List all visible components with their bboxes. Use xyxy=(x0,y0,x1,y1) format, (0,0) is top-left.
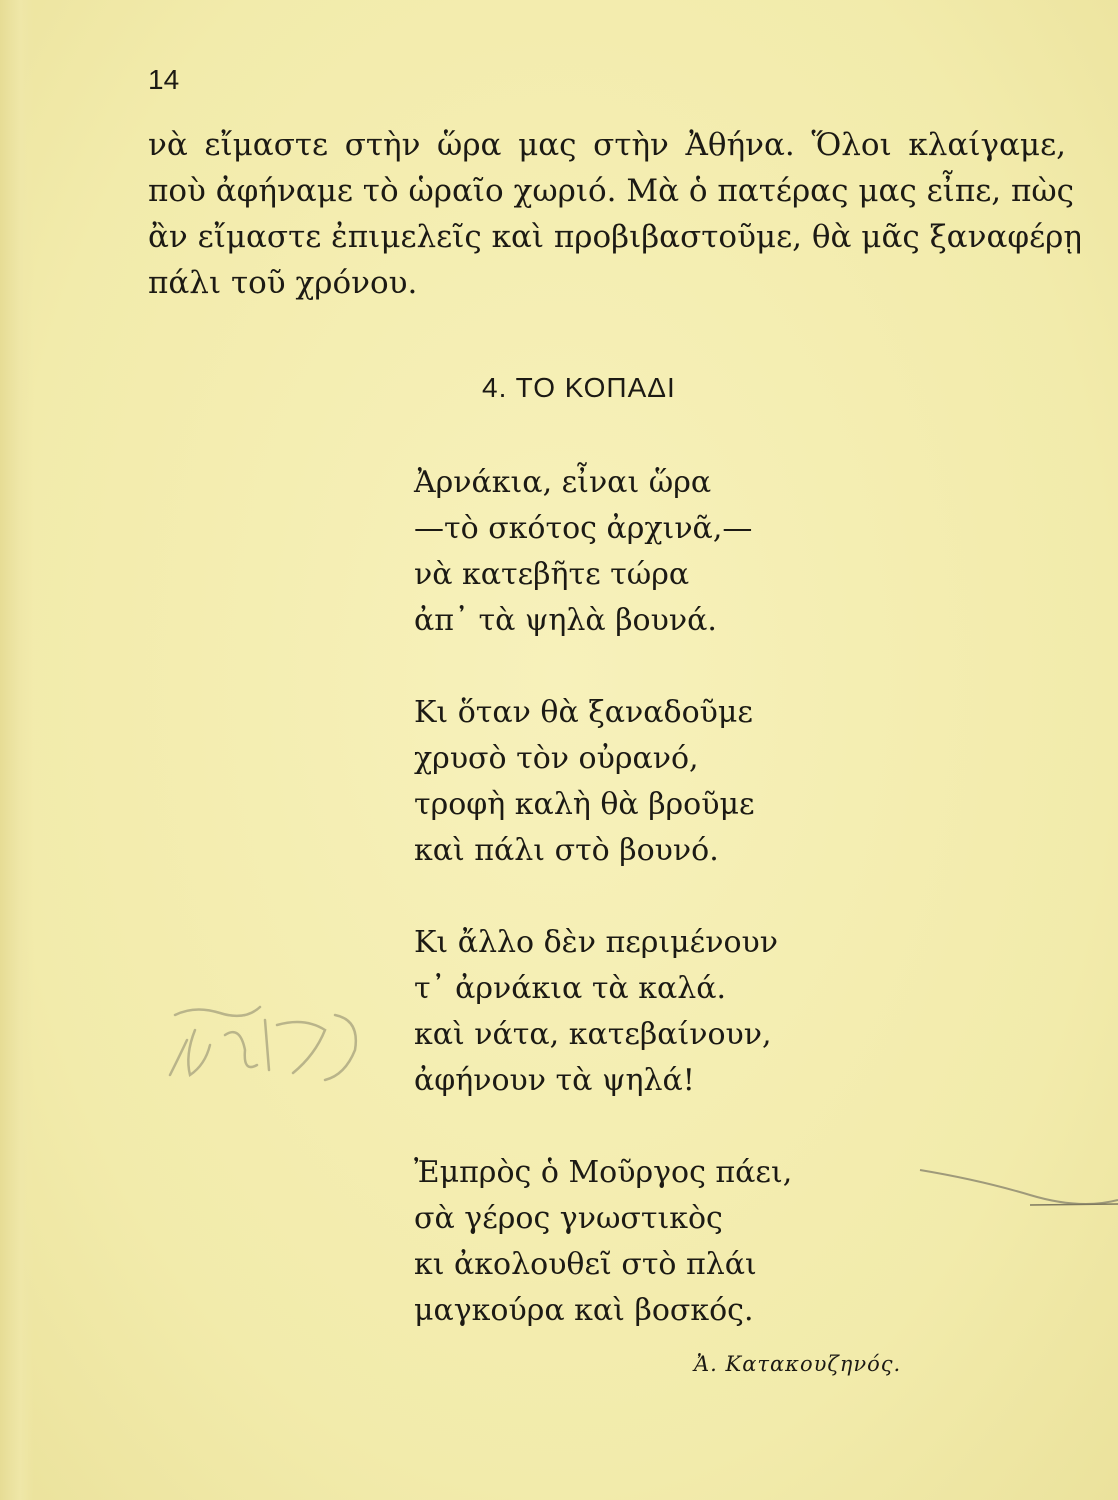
verse-line: νὰ κατεβῆτε τώρα xyxy=(414,557,690,592)
poem-title: 4. ΤΟ ΚΟΠΑΔΙ xyxy=(482,372,676,403)
margin-mark xyxy=(900,1160,1118,1220)
verse-line: Κι ὅταν θὰ ξαναδοῦμε xyxy=(414,695,753,730)
verse-line: Ἐμπρὸς ὁ Μοῦργος πάει, xyxy=(414,1155,793,1190)
verse-line: καὶ πάλι στὸ βουνό. xyxy=(414,833,719,868)
verse-line: Κι ἄλλο δὲν περιμένουν xyxy=(414,925,778,960)
stanza xyxy=(414,690,792,874)
stanza xyxy=(414,920,792,1104)
stanza xyxy=(414,460,792,644)
author-signature: Ἀ. Κατακουζηνός. xyxy=(694,1352,902,1376)
verse-line: ἀφήνουν τὰ ψηλά! xyxy=(414,1063,695,1098)
verse-line: χρυσὸ τὸν οὐρανό, xyxy=(414,741,699,776)
prose-paragraph xyxy=(148,122,1082,306)
verse-line: ἀπ᾽ τὰ ψηλὰ βουνά. xyxy=(414,603,717,638)
prose-line: νὰ εἴμαστε στὴν ὥρα μας στὴν Ἀθήνα. Ὅλοι κλαίγαμε, xyxy=(148,127,1066,163)
verse-line: σὰ γέρος γνωστικὸς xyxy=(414,1201,723,1236)
verse-line: —τὸ σκότος ἀρχινᾶ,— xyxy=(414,511,753,546)
verse-line: Ἀρνάκια, εἶναι ὥρα xyxy=(414,465,712,500)
faded-stamp-icon xyxy=(165,995,375,1085)
page-number: 14 xyxy=(148,64,180,95)
verse-line: τροφὴ καλὴ θὰ βροῦμε xyxy=(414,787,755,822)
poem-body xyxy=(414,460,792,1380)
prose-line: ποὺ ἀφήναμε τὸ ὡραῖο χωριό. Μὰ ὁ πατέρας μας εἶπε, πὼς xyxy=(148,173,1074,209)
prose-line: ἂν εἴμαστε ἐπιμελεῖς καὶ προβιβαστοῦμε, θὰ μᾶς ξαναφέρῃ xyxy=(148,219,1082,255)
stanza xyxy=(414,1150,792,1334)
verse-line: μαγκούρα καὶ βοσκός. xyxy=(414,1293,754,1328)
verse-line: τ᾽ ἀρνάκια τὰ καλά. xyxy=(414,971,727,1006)
verse-line: καὶ νάτα, κατεβαίνουν, xyxy=(414,1017,772,1052)
prose-line: πάλι τοῦ χρόνου. xyxy=(148,265,418,301)
page-gutter xyxy=(0,0,34,1500)
verse-line: κι ἀκολουθεῖ στὸ πλάι xyxy=(414,1247,757,1282)
